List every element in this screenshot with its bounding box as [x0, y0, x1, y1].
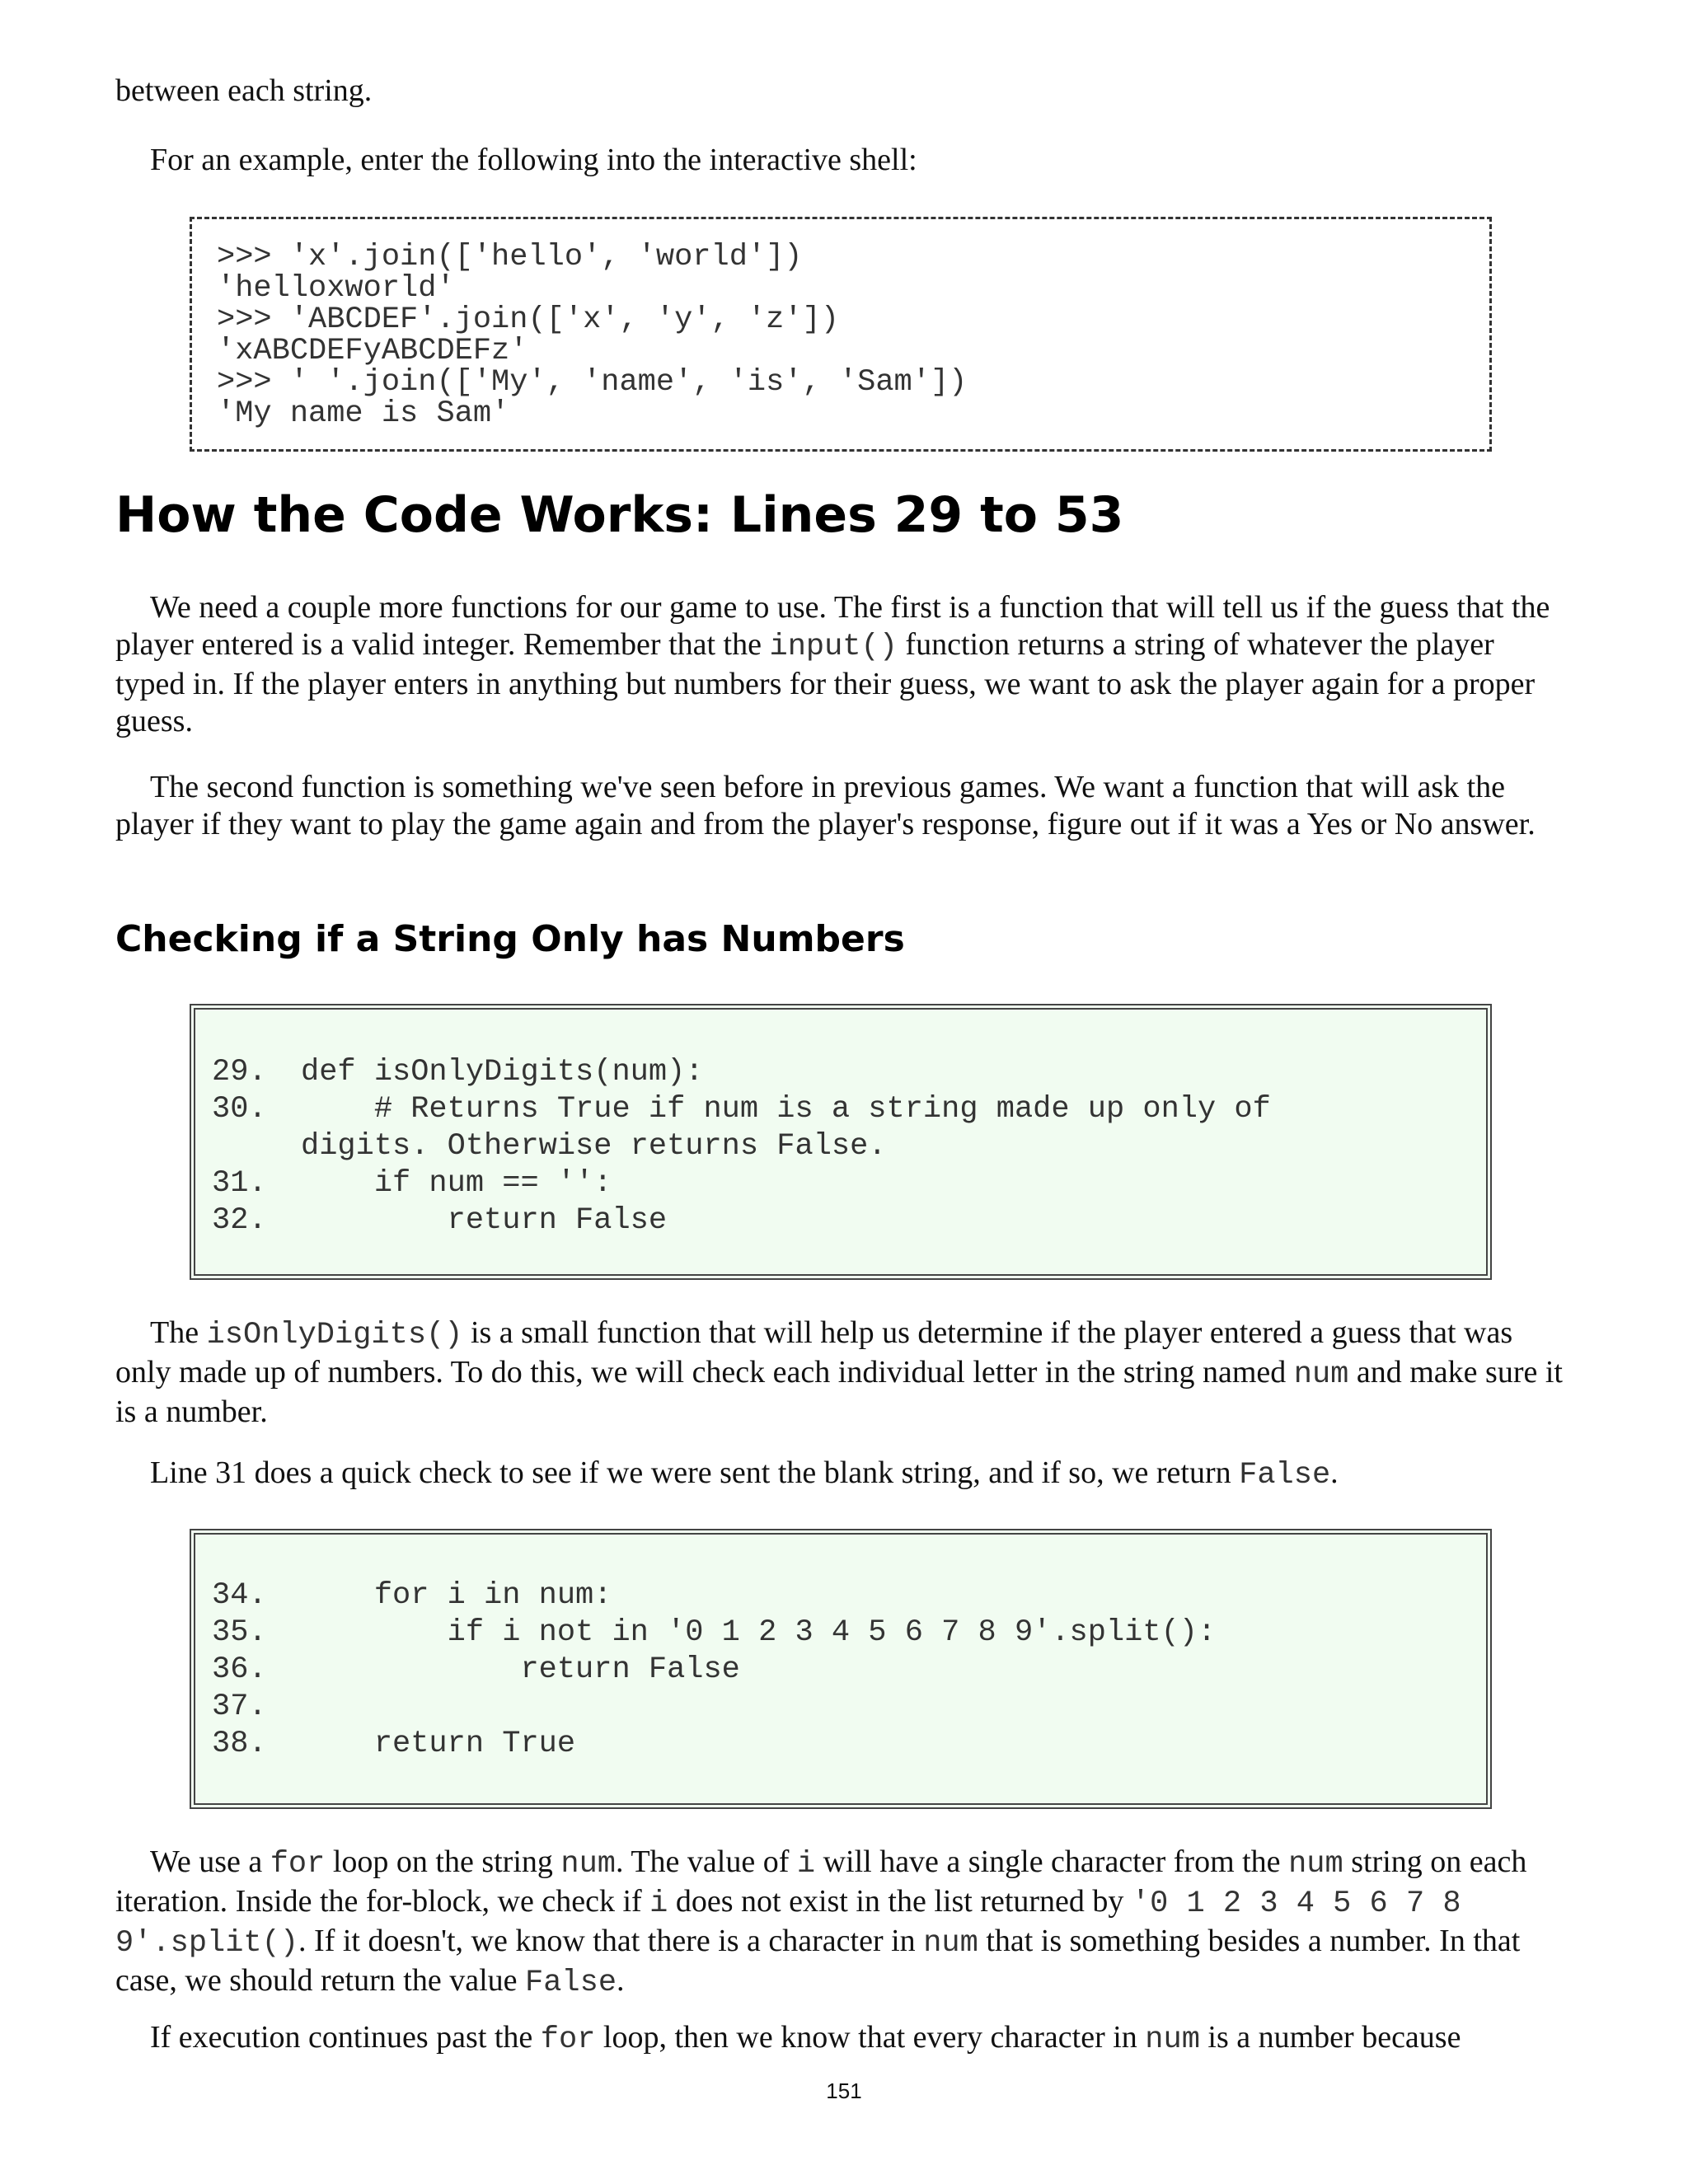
code-listing-lines-29-32 — [190, 1004, 1492, 1280]
code-line: def isOnlyDigits(num): — [301, 1055, 704, 1090]
inline-code: num — [1293, 1357, 1349, 1392]
line-number: 29. — [212, 1055, 267, 1090]
inline-code: for — [270, 1847, 326, 1882]
code-line: for i in num: — [301, 1578, 612, 1613]
inline-code: isOnlyDigits() — [206, 1318, 463, 1352]
shell-line: >>> 'ABCDEF'.join(['x', 'y', 'z']) — [217, 302, 839, 337]
line-number: 38. — [212, 1727, 267, 1761]
inline-code: i — [649, 1886, 668, 1921]
code-line: if i not in '0 1 2 3 4 5 6 7 8 9'.split(): — [301, 1615, 1217, 1650]
code-line: digits. Otherwise returns False. — [301, 1129, 887, 1164]
paragraph-example-prompt: For an example, enter the following into the interactive shell: — [150, 143, 917, 177]
code-line: return False — [301, 1652, 740, 1687]
inline-code: num — [923, 1926, 978, 1961]
code-line: # Returns True if num is a string made up only of — [301, 1092, 1271, 1127]
code-listing-lines-34-38 — [190, 1529, 1492, 1809]
paragraph-for-loop: We use a for loop on the string num. The value of i will have a single character from the num string on each iteration. Inside the for-block, we check if i does not exist in the list returned by '0 1 2 3 4 5 6 7 8 9'.split(). If it doesn't, we know that there is a character in num that is something besides a number. In that case, we should return the value False. — [115, 1844, 1527, 2000]
inline-code: '0 1 2 3 4 5 6 7 8 9'.split() — [115, 1886, 1461, 1961]
line-number: 30. — [212, 1092, 267, 1127]
line-number: 36. — [212, 1652, 267, 1687]
shell-line: 'helloxworld' — [217, 271, 455, 306]
line-number: 35. — [212, 1615, 267, 1650]
code-line: return True — [301, 1727, 576, 1761]
inline-code: input() — [769, 630, 898, 664]
section-heading: How the Code Works: Lines 29 to 53 — [115, 486, 1124, 544]
shell-line: >>> ' '.join(['My', 'name', 'is', 'Sam']) — [217, 365, 968, 400]
code-line: return False — [301, 1203, 668, 1238]
shell-line: >>> 'x'.join(['hello', 'world']) — [217, 240, 803, 274]
code-line: if num == '': — [301, 1166, 612, 1201]
inline-code: num — [1145, 2022, 1200, 2057]
paragraph-isonlydigits: The isOnlyDigits() is a small function that will help us determine if the player entered a guess that was only made up of numbers. To do this, we will check each individual letter in the string named num and make sure it is a number. — [115, 1315, 1563, 1429]
inline-code: i — [796, 1847, 816, 1882]
inline-code: num — [1288, 1847, 1343, 1882]
paragraph-line-31: Line 31 does a quick check to see if we were sent the blank string, and if so, we return False. — [150, 1455, 1339, 1493]
shell-line: 'xABCDEFyABCDEFz' — [217, 334, 528, 368]
line-number: 37. — [212, 1690, 267, 1724]
inline-code: False — [525, 1966, 617, 2000]
inline-code: False — [1239, 1458, 1331, 1493]
paragraph-execution-continues: If execution continues past the for loop, then we know that every character in num is a number because — [150, 2020, 1461, 2057]
line-number: 34. — [212, 1578, 267, 1613]
inline-code: for — [540, 2022, 596, 2057]
interactive-shell-example — [190, 217, 1492, 452]
line-number: 32. — [212, 1203, 267, 1238]
paragraph-continuation: between each string. — [115, 73, 373, 108]
line-number: 31. — [212, 1166, 267, 1201]
paragraph-second-function: The second function is something we've seen before in previous games. We want a function that will ask the player if they want to play the game again and from the player's response, figure out if it was a Yes or No answer. — [115, 770, 1536, 841]
paragraph-functions-intro: We need a couple more functions for our game to use. The first is a function that will tell us if the guess that the player entered is a valid integer. Remember that the input() function returns a string of whatever the player typed in. If the player enters in anything but numbers for their guess, we want to ask the player again for a proper guess. — [115, 590, 1550, 738]
inline-code: num — [560, 1847, 617, 1882]
subsection-heading: Checking if a String Only has Numbers — [115, 918, 905, 960]
page-number: 151 — [826, 2079, 862, 2103]
shell-line: 'My name is Sam' — [217, 396, 510, 431]
